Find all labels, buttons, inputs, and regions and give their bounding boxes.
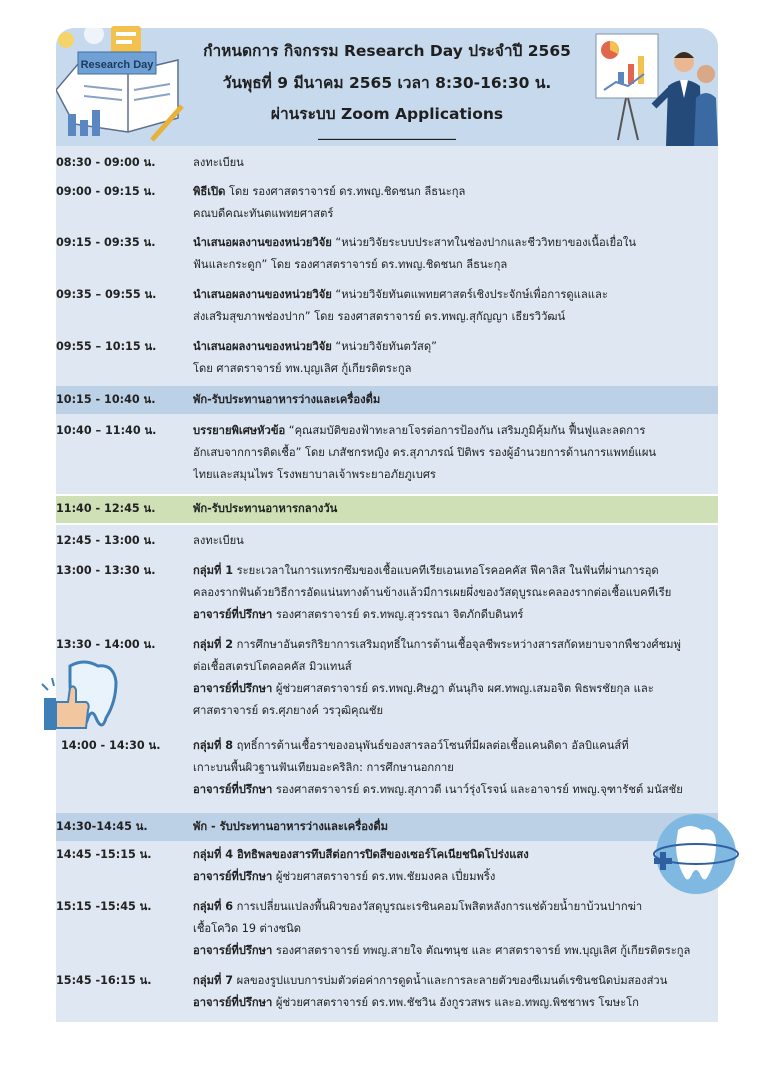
adviser-names: รองศาสตราจารย์ ทพญ.สายใจ ตัณฑนุช และ ศาสตราจารย์ ทพ.บุญเลิศ กู้เกียรติตระกูล <box>272 944 691 957</box>
tooth-thumbs-up-icon <box>40 658 122 738</box>
row-lead: กลุ่มที่ 6 <box>193 900 234 913</box>
row-time: 10:40 – 11:40 น. <box>56 424 157 437</box>
row-time: 14:45 -15:15 น. <box>56 848 152 861</box>
row-line: “หน่วยวิจัยทันตวัสดุ” <box>331 340 437 353</box>
row-lead: กลุ่มที่ 7 <box>193 974 234 987</box>
adviser-names: ผู้ช่วยศาสตราจารย์ ดร.ทพ.ชัยมงคล เปี่ยมพริ้ง <box>272 870 496 883</box>
title-line-1: กำหนดการ กิจกรรม Research Day ประจำปี 2565 <box>203 42 571 60</box>
row-line: คณบดีคณะทันตแพทยศาสตร์ <box>193 207 334 220</box>
row-line: ผลของรูปแบบการบ่มตัวต่อค่าการดูดน้ำและการละลายตัวของซีเมนต์เรซินชนิดบ่มสองส่วน <box>233 974 668 987</box>
row-lead: พิธีเปิด <box>193 185 226 198</box>
row-line: คลองรากฟันด้วยวิธีการอัดแน่นทางด้านข้างแล้วมีการเผยผึ่งของวัสดุบูรณะคลองรากต่อเชื้อแบคทีเรีย <box>193 586 672 599</box>
row-line: ฟันและกระดูก” โดย รองศาสตราจารย์ ดร.ทพญ.ชิดชนก ลีธนะกุล <box>193 258 508 271</box>
row-line: การศึกษาอันตรกิริยาการเสริมฤทธิ์ในการต้านเชื้อจุลชีพระหว่างสารสกัดหยาบจากพืชวงศ์ชมพู่ <box>233 638 681 651</box>
row-line: “หน่วยวิจัยทันตแพทยศาสตร์เชิงประจักษ์เพื่อการดูแลและ <box>331 288 608 301</box>
row-time: 09:15 - 09:35 น. <box>56 236 156 249</box>
row-lead: นำเสนอผลงานของหน่วยวิจัย <box>193 236 332 249</box>
row-time: 12:45 - 13:00 น. <box>56 534 156 547</box>
row-time: 09:00 - 09:15 น. <box>56 185 156 198</box>
row-lead: พัก-รับประทานอาหารว่างและเครื่องดื่ม <box>193 393 381 406</box>
row-time: 11:40 - 12:45 น. <box>56 502 156 515</box>
row-lead: กลุ่มที่ 2 <box>193 638 234 651</box>
row-line: ลงทะเบียน <box>193 156 244 169</box>
row-lead: กลุ่มที่ 1 <box>193 564 234 577</box>
schedule-table <box>56 146 718 1022</box>
adviser-names-cont: ศาสตราจารย์ ดร.ศุภยางค์ วรวุฒิคุณชัย <box>193 704 384 717</box>
adviser-label: อาจารย์ที่ปรึกษา <box>193 783 273 796</box>
row-time: 15:15 -15:45 น. <box>56 900 152 913</box>
row-lead: พัก-รับประทานอาหารกลางวัน <box>193 502 338 515</box>
row-lead: บรรยายพิเศษหัวข้อ <box>193 424 286 437</box>
row-line: ส่งเสริมสุขภาพช่องปาก” โดย รองศาสตราจารย์ ดร.ทพญ.สุกัญญา เธียรวิวัฒน์ <box>193 310 566 323</box>
adviser-names: ผู้ช่วยศาสตราจารย์ ดร.ทพ.ชัชวิน อังกูรวสพร และอ.ทพญ.พิชชาพร โฆษะโก <box>272 996 639 1009</box>
adviser-label: อาจารย์ที่ปรึกษา <box>193 608 273 621</box>
row-line: ฤทธิ์การต้านเชื้อราของอนุพันธ์ของสารลอว์โซนที่มีผลต่อเชื้อแคนดิดา อัลบิแคนส์ที่ <box>233 739 629 752</box>
adviser-names: ผู้ช่วยศาสตราจารย์ ดร.ทพญ.ศิษฎา ตันนุกิจ ผศ.ทพญ.เสมอจิต พิธพรชัยกุล และ <box>272 682 654 695</box>
row-lead: นำเสนอผลงานของหน่วยวิจัย <box>193 340 332 353</box>
row-line: การเปลี่ยนแปลงพื้นผิวของวัสดุบูรณะเรซินคอมโพสิตหลังการแช่ด้วยน้ำยาบ้วนปากฆ่า <box>233 900 643 913</box>
adviser-names: รองศาสตราจารย์ ดร.ทพญ.สุวรรณา จิตภักดีบดินทร์ <box>272 608 524 621</box>
row-time: 10:15 - 10:40 น. <box>56 393 156 406</box>
research-day-book-illustration <box>56 20 186 145</box>
row-time: 14:30-14:45 น. <box>56 820 148 833</box>
adviser-label: อาจารย์ที่ปรึกษา <box>193 944 273 957</box>
row-time: 13:30 - 14:00 น. <box>56 638 156 651</box>
lightbulb-icon <box>58 32 74 48</box>
row-line: “คุณสมบัติของฟ้าทะลายโจรต่อการป้องกัน เสริมภูมิคุ้มกัน ฟื้นฟูและลดการ <box>285 424 646 437</box>
row-lead: พัก - รับประทานอาหารว่างและเครื่องดื่ม <box>193 820 389 833</box>
adviser-label: อาจารย์ที่ปรึกษา <box>193 870 273 883</box>
row-line: “หน่วยวิจัยระบบประสาทในช่องปากและชีววิทยาของเนื้อเยื่อใน <box>331 236 636 249</box>
presenter-chart-illustration <box>588 28 718 146</box>
row-time: 09:35 – 09:55 น. <box>56 288 157 301</box>
row-line: โดย ศาสตราจารย์ ทพ.บุญเลิศ กู้เกียรติตระกูล <box>193 362 412 375</box>
title-line-3: ผ่านระบบ Zoom Applications <box>270 105 504 123</box>
row-line: โดย รองศาสตราจารย์ ดร.ทพญ.ชิดชนก ลีธนะกุล <box>225 185 466 198</box>
row-line: เกาะบนพื้นผิวฐานฟันเทียมอะคริลิก: การศึกษานอกกาย <box>193 761 454 774</box>
row-lead: กลุ่มที่ 4 <box>193 848 234 861</box>
adviser-label: อาจารย์ที่ปรึกษา <box>193 996 273 1009</box>
row-line: อักเสบจากการติดเชื้อ” โดย เภสัชกรหญิง ดร.สุภาภรณ์ ปิติพร รองผู้อำนวยการด้านการแพทย์แผน <box>193 446 657 459</box>
row-line: ระยะเวลาในการแทรกซึมของเชื้อแบคทีเรียเอนเทอโรคอคคัส ฟีคาลิส ในฟันที่ผ่านการอุด <box>233 564 659 577</box>
row-line: ไทยและสมุนไพร โรงพยาบาลเจ้าพระยาอภัยภูเบศร <box>193 468 436 481</box>
row-lead: กลุ่มที่ 8 <box>193 739 234 752</box>
row-line: ลงทะเบียน <box>193 534 244 547</box>
row-time: 14:00 - 14:30 น. <box>61 739 161 752</box>
adviser-label: อาจารย์ที่ปรึกษา <box>193 682 273 695</box>
row-time: 13:00 - 13:30 น. <box>56 564 156 577</box>
title-rule: _______________________ <box>318 126 456 140</box>
row-time: 08:30 - 09:00 น. <box>56 156 156 169</box>
adviser-names: รองศาสตราจารย์ ดร.ทพญ.สุภาวดี เนาว์รุ่งโรจน์ และอาจารย์ ทพญ.จุฑารัชต์ มนัสชัย <box>272 783 683 796</box>
row-time: 09:55 – 10:15 น. <box>56 340 157 353</box>
row-line: ต่อเชื้อสเตรปโตคอคคัส มิวแทนส์ <box>193 660 352 673</box>
tooth-plus-icon <box>650 810 740 896</box>
row-lead: นำเสนอผลงานของหน่วยวิจัย <box>193 288 332 301</box>
row-time: 15:45 -16:15 น. <box>56 974 152 987</box>
row-line: อิทธิพลของสารทึบสีต่อการปิดสีของเซอร์โคเนียชนิดโปร่งแสง <box>233 848 529 861</box>
title-line-2: วันพุธที่ 9 มีนาคม 2565 เวลา 8:30-16:30 น. <box>222 74 552 92</box>
svg-text:Research Day: Research Day <box>80 59 154 71</box>
row-line: เชื้อโควิด 19 ต่างชนิด <box>193 922 302 935</box>
